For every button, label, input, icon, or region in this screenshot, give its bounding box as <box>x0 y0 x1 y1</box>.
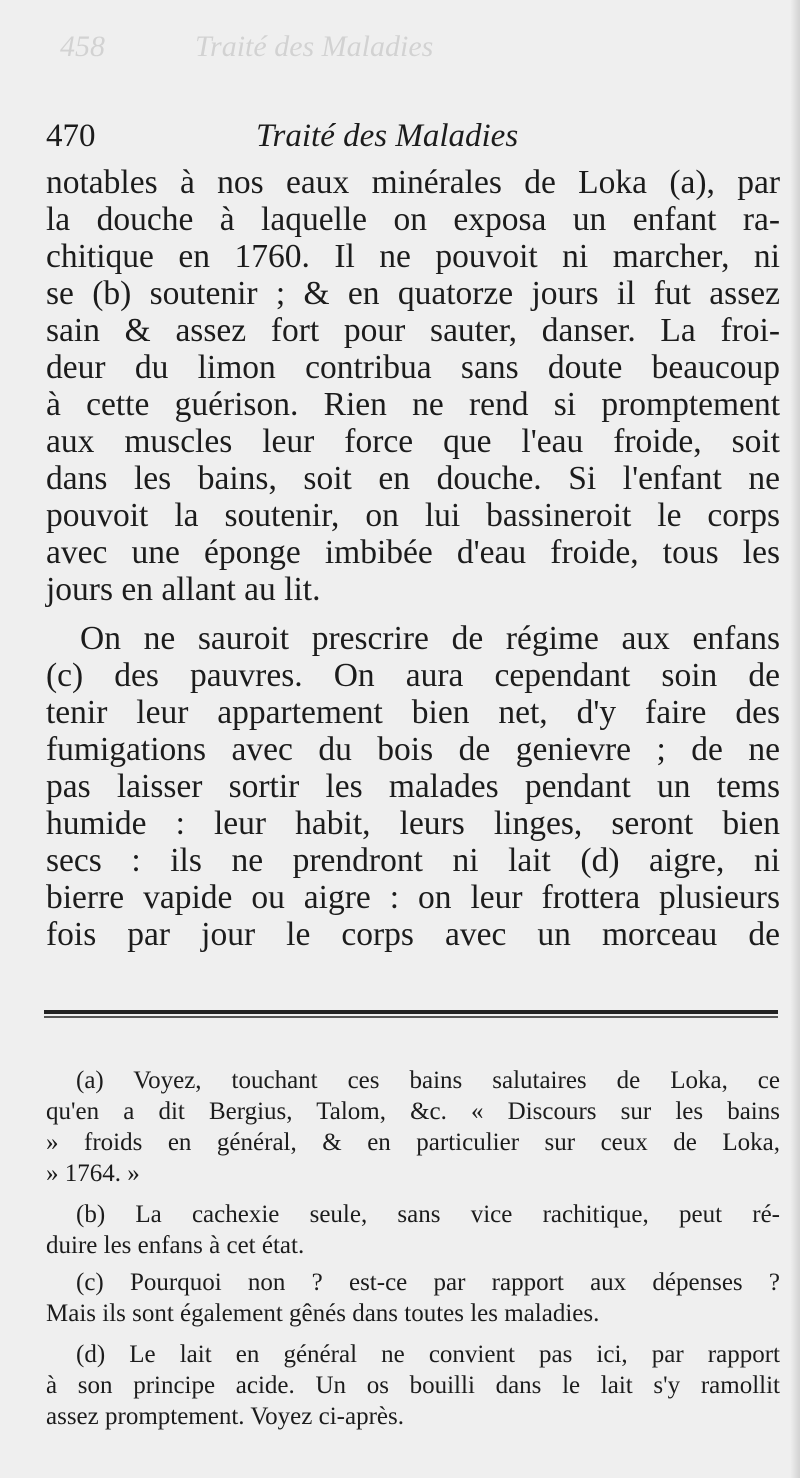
page-edge-shadow <box>790 0 800 1478</box>
text-line: sain & assez fort pour sauter, danser. La froi- <box>46 312 780 349</box>
text-line: On ne sauroit prescrire de régime aux enfans <box>80 620 780 657</box>
bleed-through-shadow: 458 Traité des Maladies <box>60 30 434 63</box>
footnote-line: » froids en général, & en particulier sur ceux de Loka, <box>46 1129 780 1156</box>
footnote-line: (b) La cachexie seule, sans vice rachitique, peut ré- <box>76 1201 780 1228</box>
footnote-line: Mais ils sont également gênés dans toutes les maladies. <box>46 1300 600 1327</box>
footnote-line: (a) Voyez, touchant ces bains salutaires de Loka, ce <box>76 1067 780 1094</box>
footnote-rule-thin <box>44 1016 778 1018</box>
footnote-line: à son principe acide. Un os bouilli dans le lait s'y ramollit <box>46 1372 780 1399</box>
page-header <box>46 118 766 162</box>
text-line: fois par jour le corps avec un morceau de <box>46 916 780 953</box>
text-line: secs : ils ne prendront ni lait (d) aigre, ni <box>46 842 780 879</box>
footnote-line: (d) Le lait en général ne convient pas ici, par rapport <box>76 1341 780 1368</box>
text-line: avec une éponge imbibée d'eau froide, tous les <box>46 534 780 571</box>
footnote-line: » 1764. » <box>46 1160 140 1187</box>
footnote-line: (c) Pourquoi non ? est-ce par rapport aux dépenses ? <box>76 1269 780 1296</box>
running-title: Traité des Maladies <box>256 118 519 154</box>
text-line: à cette guérison. Rien ne rend si promptement <box>46 386 780 423</box>
footnote-rule <box>44 1010 778 1014</box>
text-line: deur du limon contribua sans doute beaucoup <box>46 349 780 386</box>
text-line: humide : leur habit, leurs linges, seront bien <box>46 805 780 842</box>
text-line: pouvoit la soutenir, on lui bassineroit le corps <box>46 497 780 534</box>
text-line: aux muscles leur force que l'eau froide, soit <box>46 423 780 460</box>
text-line: pas laisser sortir les malades pendant un tems <box>46 768 780 805</box>
text-line: bierre vapide ou aigre : on leur frottera plusieurs <box>46 879 780 916</box>
footnote-line: assez promptement. Voyez ci-après. <box>46 1403 404 1430</box>
text-line: tenir leur appartement bien net, d'y faire des <box>46 694 780 731</box>
text-line: dans les bains, soit en douche. Si l'enfant ne <box>46 460 780 497</box>
text-line: fumigations avec du bois de genievre ; de ne <box>46 731 780 768</box>
text-line: (c) des pauvres. On aura cependant soin de <box>46 657 780 694</box>
text-line: chitique en 1760. Il ne pouvoit ni marcher, ni <box>46 238 780 275</box>
footnote-line: qu'en a dit Bergius, Talom, &c. « Discours sur les bains <box>46 1098 780 1125</box>
text-line: jours en allant au lit. <box>46 571 321 608</box>
footnote-line: duire les enfans à cet état. <box>46 1232 305 1259</box>
text-line: se (b) soutenir ; & en quatorze jours il fut assez <box>46 275 780 312</box>
text-line: la douche à laquelle on exposa un enfant ra- <box>46 201 780 238</box>
page-number: 470 <box>46 118 96 154</box>
text-line: notables à nos eaux minérales de Loka (a), par <box>46 164 780 201</box>
